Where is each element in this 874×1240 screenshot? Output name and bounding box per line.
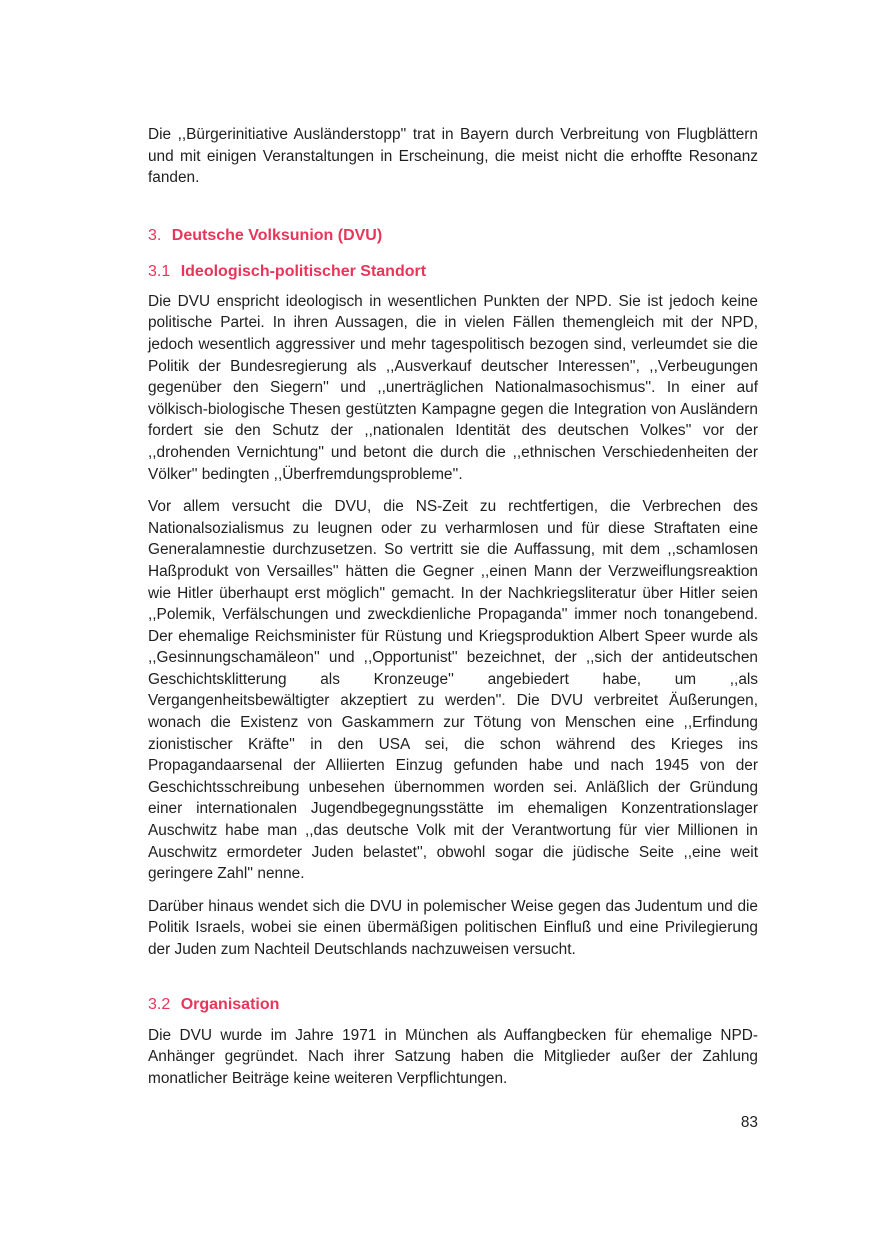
section-3-2-title: Organisation: [180, 995, 280, 1013]
section-3-title: Deutsche Volksunion (DVU): [171, 226, 383, 244]
section-3-2-paragraph-1: Die DVU wurde im Jahre 1971 in München als Auffangbecken für ehemalige NPD-Anhänger gegründet. Nach ihrer Satzung haben die Mitglieder außer der Zahlung monatlicher Beiträge keine weiteren Verpflichtungen.: [148, 1026, 758, 1087]
section-3-1-paragraph-1: Die DVU enspricht ideologisch in wesentlichen Punkten der NPD. Sie ist jedoch keine politische Partei. In ihren Aussagen, die in vielen Fällen themengleich mit der NPD, jedoch wesentlich aggressiver und mehr tagespolitisch bezogen sind, verleumdet sie die Politik der Bundesregierung als ,,Ausverkauf deutscher Interessen'', ,,Verbeugungen gegenüber den Siegern'' und ,,unerträglichen Nationalmasochismus''. In einer auf völkisch-biologische Thesen gestützten Kampagne gegen die Integration von Ausländern fordert sie den Schutz der ,,nationalen Identität des deutschen Volkes'' vor der ,,drohenden Vernichtung'' und betont die durch die ,,ethnischen Verschiedenheiten der Völker'' bedingten ,,Überfremdungsprobleme''.: [148, 292, 758, 483]
section-3-1-paragraph-3: Darüber hinaus wendet sich die DVU in polemischer Weise gegen das Judentum und die Politik Israels, wobei sie einen übermäßigen politischen Einfluß und eine Privilegierung der Juden zum Nachteil Deutschlands nachzuweisen versucht.: [148, 897, 758, 958]
section-3-1-number: 3.1: [148, 262, 171, 280]
section-3-number: 3.: [148, 226, 162, 244]
section-3-1-title: Ideologisch-politischer Standort: [180, 262, 427, 280]
page-body: [148, 124, 758, 1089]
section-3-2-heading: [148, 994, 758, 1016]
section-3-1-heading: [148, 261, 758, 283]
section-3-2-number: 3.2: [148, 995, 171, 1013]
intro-paragraph: Die ,,Bürgerinitiative Ausländerstopp'' trat in Bayern durch Verbreitung von Flugblättern und mit einigen Veranstaltungen in Erscheinung, die meist nicht die erhoffte Resonanz fanden.: [148, 126, 758, 187]
section-3-1-paragraph-2: Vor allem versucht die DVU, die NS-Zeit zu rechtfertigen, die Verbrechen des Nationalsozialismus zu leugnen oder zu verharmlosen und für diese Straftaten eine Generalamnestie durchzusetzen. So vertritt sie die Auffassung, mit dem ,,schamlosen Haßprodukt von Versailles'' hätten die Gegner ,,einen Mann der Verzweiflungsreaktion wie Hitler überhaupt erst möglich'' gemacht. In der Nachkriegsliteratur über Hitler seien ,,Polemik, Verfälschungen und zweckdienliche Propaganda'' immer noch tonangebend. Der ehemalige Reichsminister für Rüstung und Kriegsproduktion Albert Speer wurde als ,,Gesinnungschamäleon'' und ,,Opportunist'' bezeichnet, der ,,sich der antideutschen Geschichtsklitterung als Kronzeuge'' angebiedert habe, um ,,als Vergangenheitsbewältigter akzeptiert zu werden''. Die DVU verbreitet Äußerungen, wonach die Existenz von Gaskammern zur Tötung von Menschen eine ,,Erfindung zionistischer Kräfte'' in den USA sei, die schon während des Krieges ins Propagandaarsenal der Alliierten Einzug gefunden habe und nach 1945 von der Geschichtsschreibung unbesehen übernommen worden sei. Anläßlich der Gründung einer internationalen Jugendbegegnungsstätte im ehemaligen Konzentrationslager Auschwitz habe man ,,das deutsche Volk mit der Verantwortung für vier Millionen in Auschwitz ermordeter Juden belastet'', obwohl sogar die jüdische Seite ,,eine weit geringere Zahl'' nenne.: [148, 498, 758, 883]
page-number: 83: [740, 1114, 758, 1131]
section-3-heading: [148, 225, 758, 247]
